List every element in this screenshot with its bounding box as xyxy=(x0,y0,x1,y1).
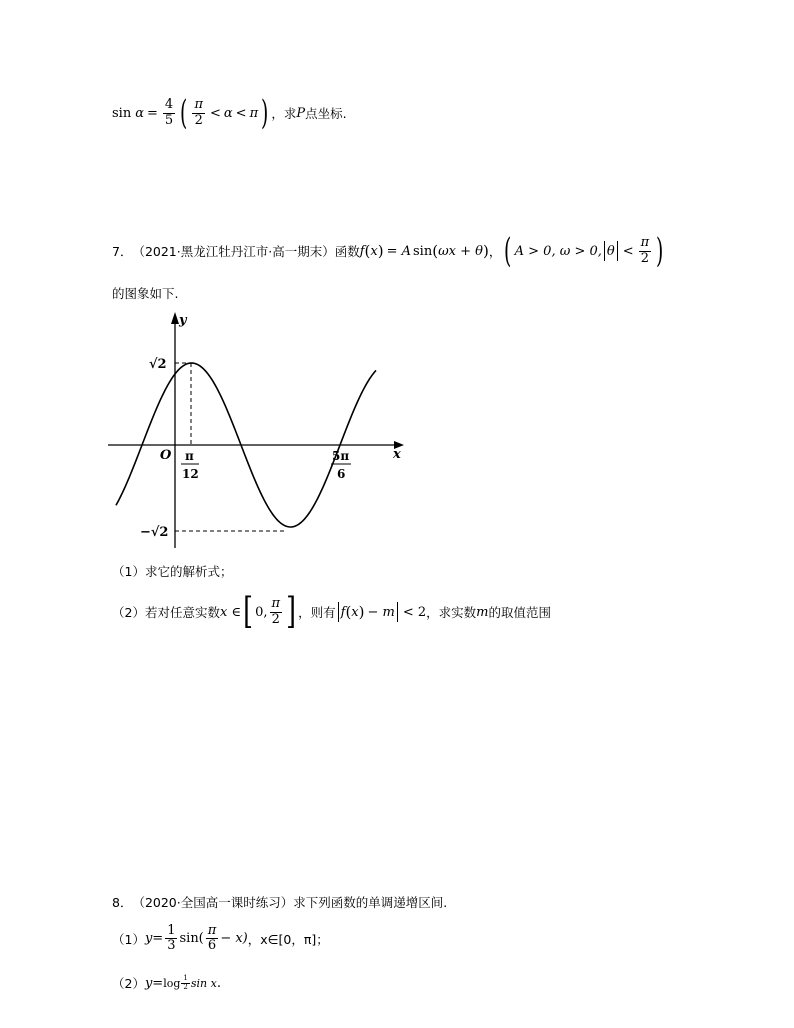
q8-log-base xyxy=(181,975,189,991)
q7-minus-m: − m xyxy=(367,604,395,620)
q8-pi-sixth xyxy=(206,924,219,954)
q6-frac-den: 5 xyxy=(164,112,174,128)
q8-sub2-pre: （2） xyxy=(112,976,145,991)
q8-sub2-line xyxy=(112,974,221,992)
q7-x: x xyxy=(370,243,378,259)
q6-sin: sin xyxy=(112,105,132,121)
q7-sub1: （1）求它的解析式； xyxy=(112,564,233,579)
sqrt2-top-label: √2 xyxy=(149,357,167,372)
q8-six: 6 xyxy=(207,938,217,954)
q7-comma: ， xyxy=(488,244,502,259)
q7-lt-two: < 2 xyxy=(402,604,427,620)
q7-pi: π xyxy=(640,235,650,251)
q6-fraction xyxy=(163,98,175,128)
q6-pi: π xyxy=(194,97,203,113)
q7-abs2-left xyxy=(338,602,339,622)
q7-m: m xyxy=(476,604,489,620)
q7-abs-left xyxy=(604,241,605,261)
q8-base-num: 1 xyxy=(183,973,188,982)
q6-point-p: P xyxy=(296,105,306,121)
q7-number: 7． xyxy=(112,244,133,259)
q7-lt: < xyxy=(622,243,634,259)
q7-paren2-close: ) xyxy=(483,242,489,260)
q7-f: f xyxy=(359,243,365,259)
pi-12-num: π xyxy=(185,449,194,463)
q6-eq: = xyxy=(146,105,158,121)
q8-source: （2020·全国高一课时练习）求下列函数的单调递增区间. xyxy=(132,895,448,910)
q7-cond-close: ) xyxy=(656,231,664,271)
q7-sub2-end: 的取值范围 xyxy=(488,605,552,620)
q6-text-after: ，求 xyxy=(271,106,297,121)
q6-pi-half xyxy=(192,98,205,128)
sine-graph xyxy=(104,306,414,556)
q6-line xyxy=(112,93,347,133)
q7-source: （2021·黑龙江牡丹江市·高一期末）函数 xyxy=(132,244,360,259)
q8-header-line xyxy=(112,893,447,911)
q6-two: 2 xyxy=(194,112,203,128)
q7-sub2-mid: ，则有 xyxy=(298,605,336,620)
q8-sub1-pre: （1） xyxy=(112,931,145,947)
q7-paren2-open: ( xyxy=(432,242,439,260)
q7-sub2-x: x xyxy=(351,604,359,620)
q7-cond: A > 0, ω > 0, xyxy=(514,243,602,259)
q7-sub2-paren-open: ( xyxy=(345,603,352,621)
q6-pi-2: π xyxy=(249,105,259,121)
q8-sinx: sin x xyxy=(190,976,217,990)
q7-x-in: x ∈ xyxy=(219,604,242,620)
x-axis-label: x xyxy=(393,447,401,462)
q8-y-eq: y= xyxy=(144,931,164,947)
q7-sub2-pre: （2）若对任意实数 xyxy=(112,605,220,620)
q7-pi-half xyxy=(639,236,652,266)
q7-sub2-paren-close: ) xyxy=(358,603,365,621)
q8-log: log xyxy=(163,976,181,990)
q7-sub2-pi: π xyxy=(271,596,281,612)
q7-theta: θ xyxy=(606,243,615,259)
q7-sub2-f: f xyxy=(340,604,346,620)
q7-paren-close: ) xyxy=(377,242,384,260)
q7-sub2-post: ，求实数 xyxy=(426,605,477,620)
q7-bracket-close: ] xyxy=(286,591,297,632)
5pi-6-den: 6 xyxy=(337,467,346,481)
q7-abs2-right xyxy=(397,602,398,622)
q8-domain: ，x∈[0，π]； xyxy=(247,931,329,947)
q7-line2: 的图象如下. xyxy=(112,286,179,301)
q8-end: . xyxy=(216,975,221,991)
q6-left-paren: ( xyxy=(180,93,188,133)
pi-12-den: 12 xyxy=(182,467,199,481)
q7-sin: sin xyxy=(413,243,433,259)
q7-sub2-two: 2 xyxy=(271,611,280,627)
q8-number: 8． xyxy=(112,895,133,910)
origin-label: O xyxy=(160,448,172,463)
q6-frac-num: 4 xyxy=(164,97,174,113)
q8-one: 1 xyxy=(167,923,176,938)
q8-y-eq-2: y= xyxy=(144,975,164,991)
q8-pi: π xyxy=(207,923,217,938)
q6-right-paren: ) xyxy=(261,93,269,133)
q7-omega-x-theta: ωx + θ xyxy=(438,243,483,259)
q6-alpha-2: α xyxy=(223,105,233,121)
5pi-6-num: 5π xyxy=(332,449,350,463)
q7-two: 2 xyxy=(640,250,650,266)
q6-text-end: 点坐标. xyxy=(305,106,347,121)
q6-alpha: α xyxy=(135,105,144,121)
q8-one-third xyxy=(165,924,177,954)
q8-three: 3 xyxy=(167,938,176,954)
q7-cond-open: ( xyxy=(504,231,512,271)
q8-base-den: 2 xyxy=(183,982,188,991)
q8-sub1-line xyxy=(112,924,329,954)
q7-paren-open: ( xyxy=(364,242,371,260)
q7-sub2-line xyxy=(112,591,552,632)
q8-sin-open: sin( xyxy=(179,931,204,947)
y-axis-arrow xyxy=(171,312,179,324)
q7-eq-a: = A xyxy=(386,243,412,259)
q7-interval-zero: 0, xyxy=(255,604,268,620)
q7-header-line xyxy=(112,231,666,271)
q7-sub2-pi-half xyxy=(270,597,283,627)
y-axis-label: y xyxy=(179,313,187,328)
q6-lt2: < xyxy=(235,105,247,121)
sqrt2-bottom-label: −√2 xyxy=(140,525,169,540)
q6-lt1: < xyxy=(209,105,221,121)
q7-bracket-open: [ xyxy=(243,591,254,632)
q7-abs-right xyxy=(617,241,618,261)
q8-minus-x: − x) xyxy=(220,931,248,947)
